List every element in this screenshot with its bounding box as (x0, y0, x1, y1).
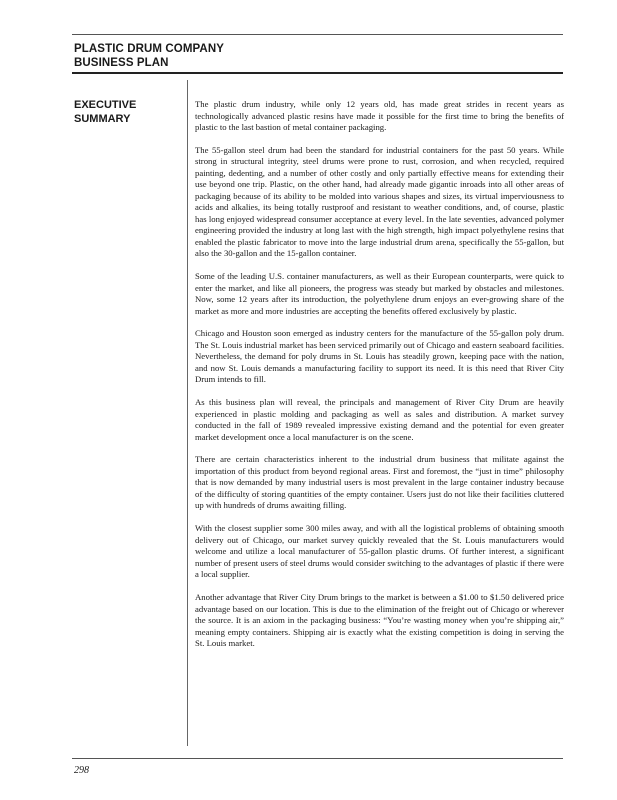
paragraph: The plastic drum industry, while only 12 years old, has made great strides in recent years as technologically advanced plastic resins have made it possible for the first time to bring the benefits of plastic to the last bastion of metal container packaging. (195, 99, 564, 132)
footer-rule (72, 758, 563, 759)
column-divider (187, 80, 188, 746)
paragraph: As this business plan will reveal, the principals and management of River City Drum are heavily experienced in plastic molding and packaging as well as sales and distribution. A market survey conducted in the fall of 1989 revealed impressive existing demand and the potential for even greater market development once a local manufacturer is on the scene. (195, 397, 564, 442)
header-line-company: PLASTIC DRUM COMPANY (74, 43, 225, 55)
header-line-plan: BUSINESS PLAN (74, 57, 169, 69)
paragraph: Chicago and Houston soon emerged as industry centers for the manufacture of the 55-gallon poly drum. The St. Louis industrial market has been serviced primarily out of Chicago and eastern seaboard facilities. Nevertheless, the demand for poly drums in St. Louis has steadily grown, keeping pace with the nation, and now St. Louis demands a manufacturing facility to support its need. It is this need that River City Drum intends to fill. (195, 328, 564, 385)
header-rule (72, 72, 563, 74)
paragraph: There are certain characteristics inherent to the industrial drum business that militate against the importation of this product from beyond regional areas. First and foremost, the “just in time” philosophy that is now demanded by many industrial users is most prevalent in the large container industry because of the difficulty of storing quantities of the empty container. Users just do not like their facilities cluttered up with hundreds of drums awaiting filling. (195, 454, 564, 511)
paragraph: Another advantage that River City Drum brings to the market is between a $1.00 to $1.50 delivered price advantage based on our location. This is due to the elimination of the freight out of Chicago or wherever the source. It is an axiom in the packaging business: “You’re wasting money when you’re shipping air,” meaning empty containers. Shipping air is exactly what the existing competition is doing in serving the St. Louis market. (195, 592, 564, 649)
paragraph: The 55-gallon steel drum had been the standard for industrial containers for the past 50 years. While strong in structural integrity, steel drums were prone to rust, corrosion, and when recycled, required painting, dedenting, and a number of other costly and only partially effective means for extending their use beyond one trip. Plastic, on the other hand, had already made gigantic inroads into all other areas of packaging because of its ability to be molded into various shapes and sizes, its virtual imperviousness to acids and alkalies, its being totally rustproof and resistant to weather conditions, and, of course, plastic has long enjoyed widespread consumer acceptance at every level. In the late seventies, advanced polymer engineering provided the industry at long last with the high strength, high impact polyethylene resins that enabled the plastic fabricator to move into the large industrial drum arena, specifically the 55-gallon, but also the 30-gallon and the 15-gallon container. (195, 144, 564, 259)
page-number: 298 (74, 765, 89, 776)
document-header (74, 42, 224, 70)
paragraph: Some of the leading U.S. container manufacturers, as well as their European counterparts, were quick to enter the market, and like all pioneers, the progress was steady but marked by obstacles and milestones. Now, some 12 years after its introduction, the polyethylene drum enjoys an ever-growing share of the market as more and more industries are accepting the benefits offered exclusively by plastic. (195, 271, 564, 316)
section-heading-line2: SUMMARY (74, 113, 131, 125)
section-heading-line1: EXECUTIVE (74, 99, 137, 111)
section-heading (74, 98, 136, 126)
body-text (195, 99, 564, 650)
paragraph: With the closest supplier some 300 miles away, and with all the logistical problems of obtaining smooth delivery out of Chicago, our market survey quickly revealed that the St. Louis manufacturers would welcome and utilize a local manufacturer of 55-gallon plastic drums. Of further interest, a significant number of present users of steel drums would consider switching to the advantages of plastic if there were a local supplier. (195, 523, 564, 580)
top-rule (72, 34, 563, 35)
